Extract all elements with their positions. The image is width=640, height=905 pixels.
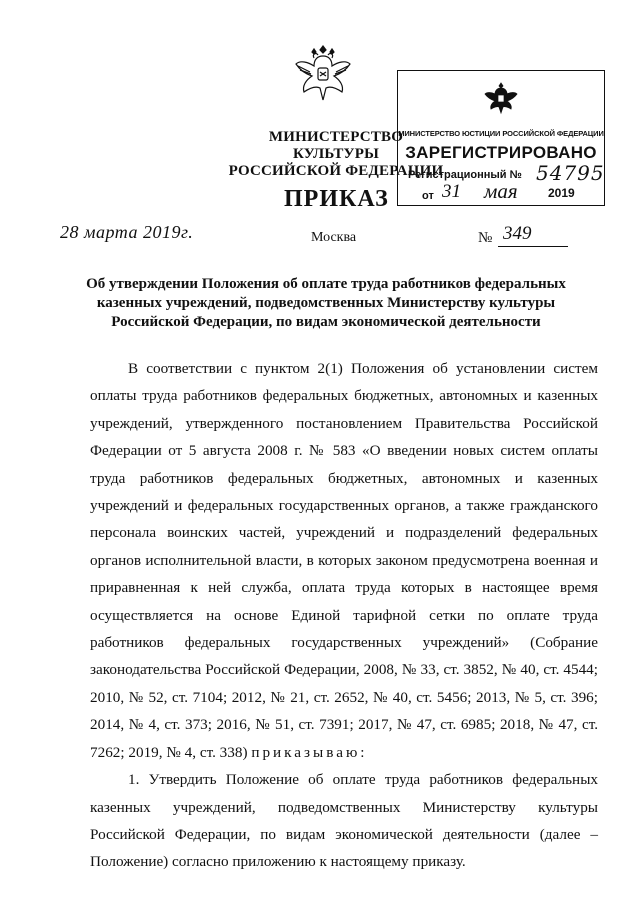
stamp-ministry: МИНИСТЕРСТВО ЮСТИЦИИ РОССИЙСКОЙ ФЕДЕРАЦИИ bbox=[398, 129, 604, 138]
number-underline bbox=[498, 246, 568, 247]
order-number: 349 bbox=[503, 223, 532, 244]
order-date: 28 марта 2019г. bbox=[60, 222, 194, 242]
item-1: 1. Утвердить Положение об оплате труда работников федеральных казенных учреждений, подведомственных Министерству культуры Российской Федерации, по видам экономической деятельности (далее – Положение) согласно приложению к настоящему приказу. bbox=[90, 771, 598, 871]
stamp-registered: ЗАРЕГИСТРИРОВАНО bbox=[405, 143, 597, 162]
document-type: ПРИКАЗ bbox=[284, 186, 389, 212]
preamble-text: В соответствии с пунктом 2(1) Положения об установлении систем оплаты труда работников федеральных бюджетных, автономных и казенных учреждений, утвержденного постановлением Правительства Российской Федерации от 5 августа 2008 г. № 583 «О введении новых систем оплаты труда работников федеральных бюджетных, автономных и казенных учреждений и федеральных государственных органов, а также гражданского персонала воинских частей, учреждений и подразделений федеральных органов исполнительной власти, в которых законом предусмотрена военная и приравненная к ней служба, оплата труда которых в настоящее время осуществляется на основе Единой тарифной сетки по оплате труда работников федеральных государственных учреждений» (Собрание законодательства Российской Федерации, 2008, № 33, ст. 3852, № 40, ст. 4544; 2010, № 52, ст. 7104; 2012, № 21, ст. 2652, № 40, ст. 5456; 2013, № 5, ст. 396; 2014, № 4, ст. 373; 2016, № 51, ст. 7391; 2017, № 47, ст. 6985; 2018, № 47, ст. 7262; 2019, № 4, ст. 338) bbox=[90, 360, 598, 761]
ministry-line1: МИНИСТЕРСТВО КУЛЬТУРЫ bbox=[268, 129, 404, 162]
document-title bbox=[86, 275, 566, 332]
stamp-emblem-icon bbox=[484, 81, 518, 115]
stamp-date-month: мая bbox=[484, 179, 518, 203]
coat-of-arms-icon bbox=[292, 40, 354, 106]
title-line3: Российской Федерации, по видам экономической деятельности bbox=[111, 314, 541, 330]
stamp-reg-number: 54795 bbox=[536, 161, 605, 185]
number-sign: № bbox=[478, 230, 493, 246]
title-line1: Об утверждении Положения об оплате труда работников федеральных bbox=[86, 276, 566, 292]
stamp-date-year: 2019 bbox=[548, 186, 575, 200]
city: Москва bbox=[311, 230, 357, 245]
body-paragraph bbox=[90, 355, 598, 766]
stamp-date-label: от bbox=[422, 190, 434, 202]
stamp-reg-label: Регистрационный № bbox=[408, 169, 522, 181]
document-body bbox=[90, 355, 598, 876]
registration-stamp bbox=[397, 70, 605, 206]
ministry-line2: РОССИЙСКОЙ ФЕДЕРАЦИИ bbox=[228, 163, 444, 179]
stamp-date-day: 31 bbox=[442, 181, 461, 202]
title-line2: казенных учреждений, подведомственных Министерству культуры bbox=[96, 295, 556, 311]
command-word: приказываю: bbox=[251, 743, 368, 761]
